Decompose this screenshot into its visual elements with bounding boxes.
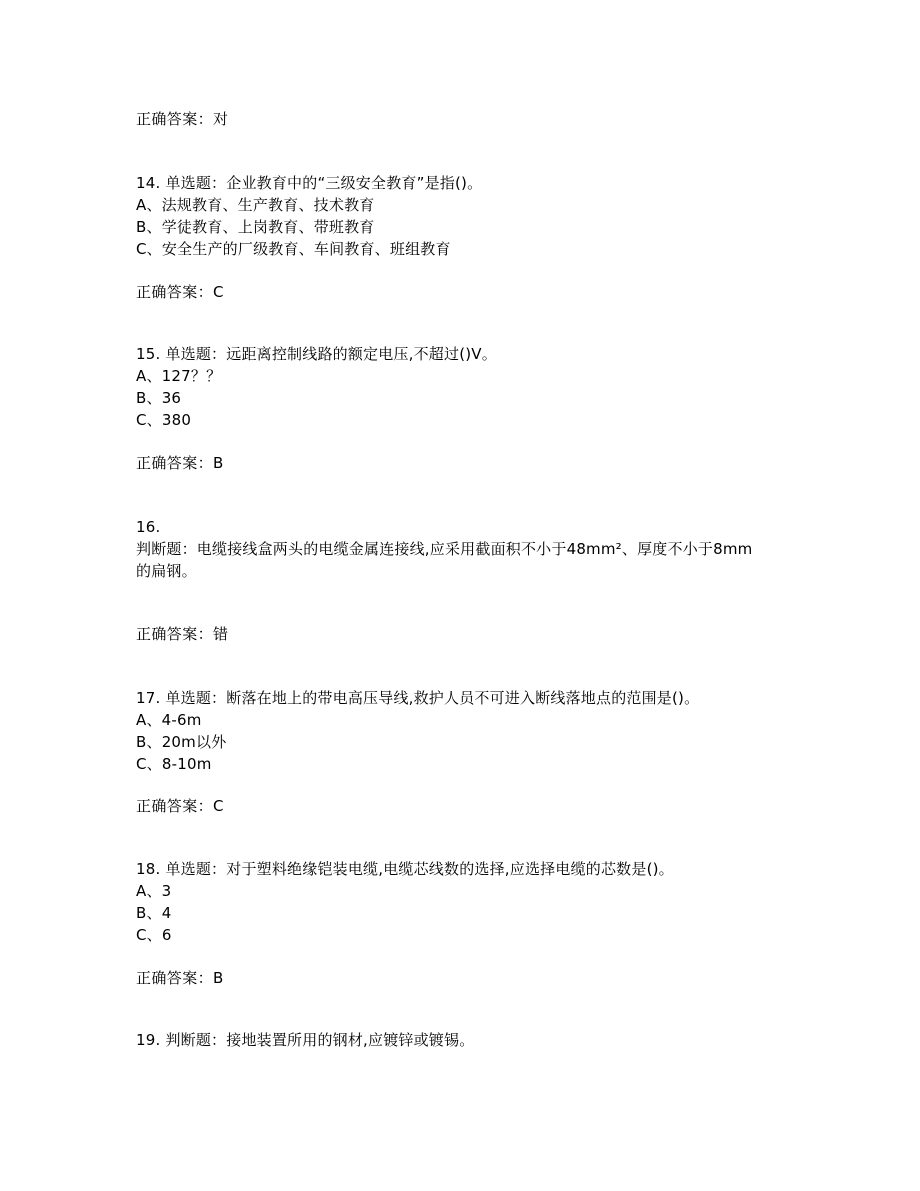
question-16-number: 16. [136,518,161,536]
question-15-option-c: C、380 [136,411,192,429]
question-17-option-a: A、4-6m [136,711,202,729]
answer-label: 正确答案： [136,969,214,987]
answer-value: 对 [213,110,229,128]
question-15-stem [136,343,497,365]
question-text: 单选题：企业教育中的“三级安全教育”是指()。 [165,174,483,192]
question-16-stem-line1: 判断题：电缆接线盒两头的电缆金属连接线,应采用截面积不小于48mm²、厚度不小于8mm [136,540,753,558]
question-text: 单选题：对于塑料绝缘铠装电缆,电缆芯线数的选择,应选择电缆的芯数是()。 [165,860,674,878]
answer-label: 正确答案： [136,625,214,643]
question-14-option-b: B、学徒教育、上岗教育、带班教育 [136,218,375,236]
answer-label: 正确答案： [136,797,214,815]
question-15-option-a: A、127？？ [136,367,222,385]
question-16-stem-line2: 的扁钢。 [136,562,197,580]
question-text: 判断题：接地装置所用的钢材,应镀锌或镀锡。 [165,1031,475,1049]
question-18-stem [136,858,674,880]
question-14-stem [136,172,482,194]
question-number: 19. [136,1031,161,1049]
answer-label: 正确答案： [136,454,214,472]
answer-label: 正确答案： [136,110,214,128]
question-text: 单选题：断落在地上的带电高压导线,救护人员不可进入断线落地点的范围是()。 [165,689,700,707]
answer-value: 错 [213,625,229,643]
answer-value: C [213,283,224,301]
answer-value: B [213,454,224,472]
answer-17 [136,795,224,817]
answer-value: C [213,797,224,815]
answer-value: B [213,969,224,987]
answer-13 [136,108,228,130]
question-17-option-b: B、20m以外 [136,733,227,751]
question-14-option-a: A、法规教育、生产教育、技术教育 [136,196,375,214]
question-17-option-c: C、8-10m [136,755,212,773]
question-text: 单选题：远距离控制线路的额定电压,不超过()V。 [165,345,497,363]
question-number: 17. [136,689,161,707]
answer-14 [136,281,224,303]
question-number: 18. [136,860,161,878]
answer-16 [136,623,228,645]
answer-label: 正确答案： [136,283,214,301]
question-18-option-c: C、6 [136,926,172,944]
question-15-option-b: B、36 [136,389,182,407]
question-14-option-c: C、安全生产的厂级教育、车间教育、班组教育 [136,240,451,258]
question-17-stem [136,687,699,709]
answer-15 [136,452,224,474]
question-19-stem [136,1029,474,1051]
question-18-option-a: A、3 [136,882,172,900]
question-number: 14. [136,174,161,192]
answer-18 [136,967,224,989]
question-18-option-b: B、4 [136,904,172,922]
question-number: 15. [136,345,161,363]
